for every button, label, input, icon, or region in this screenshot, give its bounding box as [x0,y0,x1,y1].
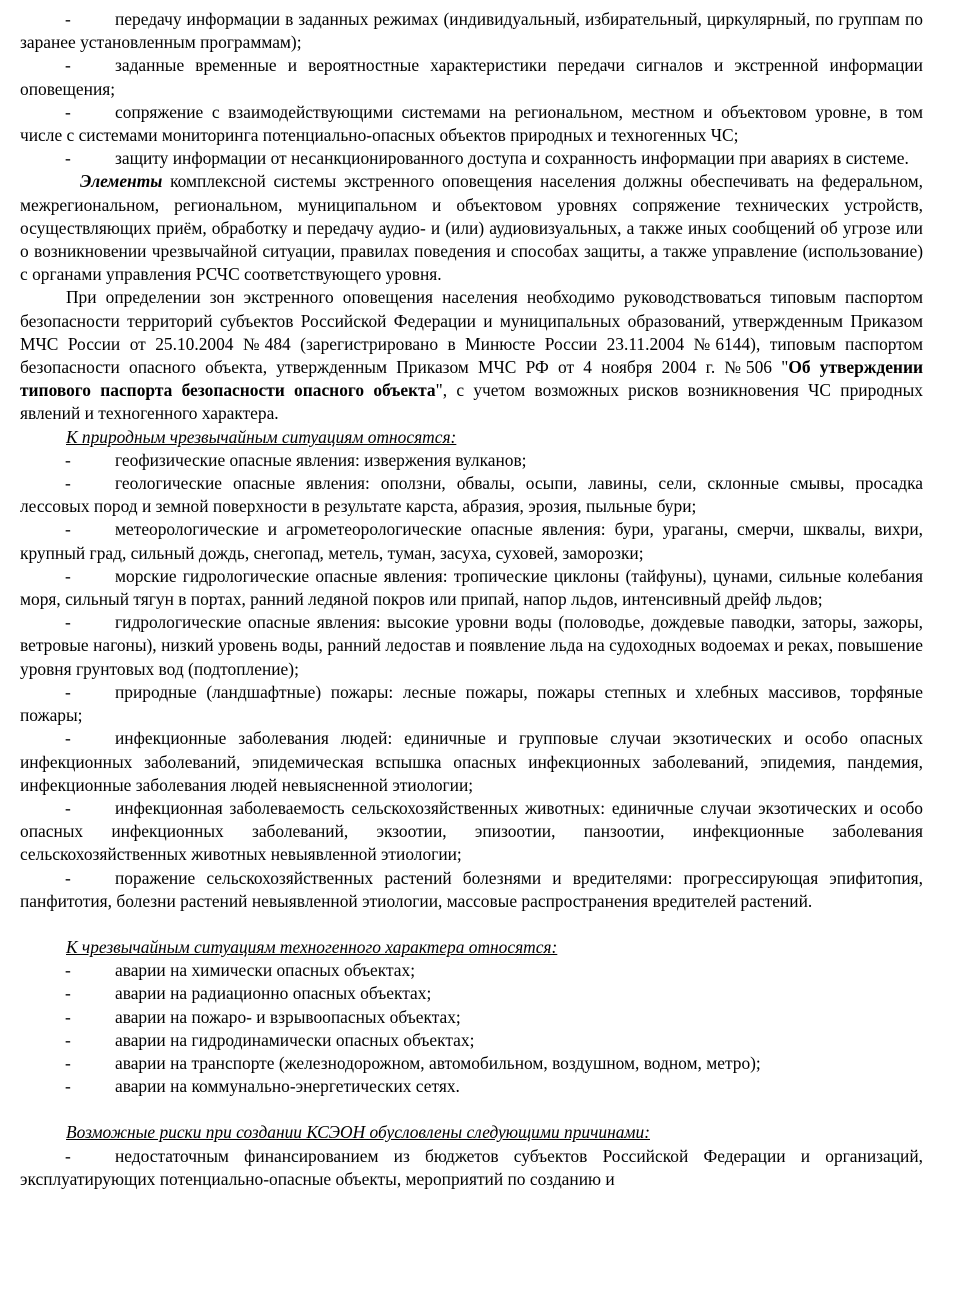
natural-item: - поражение сельскохозяйственных растений болезнями и вредителями: прогрессирующая эпифитопия, панфитотия, болезни растений невыявленной этиологии, массовые распространения вредителей растений. [20,867,923,911]
bullet-item [20,101,923,147]
bullet-text: сопряжение с взаимодействующими системами на региональном, местном и объектовом уровне, в том числе с системами мониторинга потенциально-опасных объектов природных и техногенных ЧС; [20,101,923,146]
zones-tail: ", с учетом возможных рисков возникновения ЧС природных явлений и техногенного характера. [20,380,924,424]
bullet-text: передачу информации в заданных режимах (индивидуальный, избирательный, циркулярный, по группам по заранее установленным программам); [20,9,923,53]
risks-heading: Возможные риски при создании КСЭОН обусловлены следующими причинами: [66,1122,650,1143]
natural-item: - геологические опасные явления: оползни, обвалы, осыпи, лавины, сели, склонные смывы, просадка лессовых пород и земной поверхности в результате карста, абразия, эрозия, пыльные бури; [20,473,923,517]
bullet-text: защиту информации от несанкционированного доступа и сохранность информации при авариях в системе. [115,148,909,169]
natural-item: - инфекционные заболевания людей: единичные и групповые случаи экзотических и особо опасных инфекционных заболеваний, эпидемическая вспышка опасных инфекционных заболеваний, эпидемия, пандемия, инфекционные заболевания людей невыясненной этиологии; [20,728,923,795]
bullet-dash: - [65,148,71,169]
technogenic-item: - аварии на пожаро- и взрывоопасных объектах; [65,1006,461,1027]
bullet-text: заданные временные и вероятностные характеристики передачи сигналов и экстренной информации оповещения; [20,55,923,99]
spacer [20,913,923,936]
bullet-item [20,8,923,54]
bullet-item [20,54,923,100]
order-title: Об утверждении типового паспорта безопасности опасного объекта [20,357,923,401]
risks-item: - недостаточным финансированием из бюджетов субъектов Российской Федерации и организаций, эксплуатирующих потенциально-опасные объекты, мероприятий по созданию и [20,1145,923,1189]
elements-paragraph [20,170,923,286]
natural-item: - морские гидрологические опасные явления: тропические циклоны (тайфуны), цунами, сильные колебания моря, сильный тягун в портах, ранний ледяной покров или припай, напор льдов, интенсивный дрейф льдов; [20,565,923,610]
natural-item: - метеорологические и агрометеорологические опасные явления: бури, ураганы, смерчи, шквалы, вихри, крупный град, сильный дождь, снегопад, метель, туман, засуха, суховей, заморозки; [20,519,923,563]
bullet-dash: - [65,101,71,122]
natural-item: - инфекционная заболеваемость сельскохозяйственных животных: единичные случаи экзотических и особо опасных инфекционных заболеваний, экзоотии, эпизоотии, панзоотии, инфекционные заболевания сельскохозяйственных животных невыявленной этиологии; [20,797,923,865]
bullet-dash: - [65,55,71,76]
zones-text: При определении зон экстренного оповещения населения необходимо руководствоваться типовым паспортом безопасности территорий субъектов Российской Федерации и муниципальных образований, утвержденным Приказом МЧС России от 25.10.2004 №484 (зарегистрировано в Минюсте России 23.11.2004 №6144), типовым паспортом безопасности опасного объекта, утвержденным Приказом МЧС РФ от 4 ноября 2004 г. №506 " [20,287,923,378]
bullet-dash: - [65,9,71,29]
natural-item: - природные (ландшафтные) пожары: лесные пожары, пожары степных и хлебных массивов, торфяные пожары; [20,681,923,726]
bullet-item [20,147,923,170]
technogenic-item: - аварии на гидродинамически опасных объектах; [65,1029,475,1050]
technogenic-item: - аварии на радиационно опасных объектах; [65,983,432,1004]
elements-text: комплексной системы экстренного оповещения населения должны обеспечивать на федеральном, межрегиональном, региональном, муниципальном и объектовом уровнях сопряжение технических устройств, осуществляющих приём, обработку и передачу аудио- и (или) аудиовизуальных, а также иных сообщений об угрозе или о возникновении чрезвычайной ситуации, правилах поведения и способах защиты, а также управление (использование) с органами управления РСЧС соответствующего уровня. [20,171,923,285]
natural-heading: К природным чрезвычайным ситуациям относятся: [66,426,457,447]
spacer [20,1098,923,1121]
zones-paragraph [20,286,923,425]
technogenic-item: - аварии на коммунально-энергетических сетях. [65,1076,460,1097]
elements-term: Элементы [80,171,163,192]
technogenic-item: - аварии на химически опасных объектах; [65,960,416,981]
natural-item: - геофизические опасные явления: извержения вулканов; [65,449,527,470]
natural-item: - гидрологические опасные явления: высокие уровни воды (половодье, дождевые паводки, заторы, зажоры, ветровые нагоны), низкий уровень воды, ранний ледостав и появление льда на судоходных водоемах и реках, повышение уровня грунтовых вод (подтопление); [20,612,923,679]
technogenic-heading: К чрезвычайным ситуациям техногенного характера относятся: [66,936,558,957]
technogenic-item: - аварии на транспорте (железнодорожном, автомобильном, воздушном, водном, метро); [65,1052,761,1073]
